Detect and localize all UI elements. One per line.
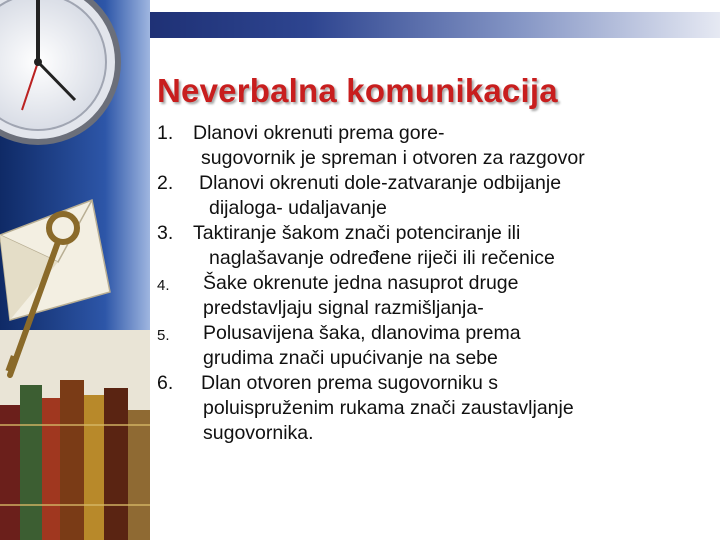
books-icon (0, 380, 150, 540)
list-item-line: Dlanovi okrenuti prema gore- (193, 122, 445, 144)
list-item-number: 5. (157, 327, 170, 344)
list-item-line: sugovornik je spreman i otvoren za razgovor (201, 147, 585, 169)
numbered-list (157, 121, 697, 446)
list-item-line: Polusavijena šaka, dlanovima prema (203, 322, 521, 344)
slide-title: Neverbalna komunikacija (157, 72, 558, 109)
header-band (135, 12, 720, 38)
list-item-line: dijaloga- udaljavanje (209, 197, 387, 219)
list-item (157, 271, 697, 321)
list-item (157, 121, 697, 171)
list-item-line: predstavljaju signal razmišljanja- (203, 297, 484, 319)
list-item (157, 171, 697, 221)
list-item-line: Šake okrenute jedna nasuprot druge (203, 272, 519, 294)
list-item-number: 6. (157, 372, 174, 394)
decor-strip (0, 0, 150, 540)
list-item (157, 221, 697, 271)
list-item-line: Dlan otvoren prema sugovorniku s (201, 372, 498, 394)
list-item-line: Dlanovi okrenuti dole-zatvaranje odbijanje (199, 172, 562, 194)
list-item-line: Taktiranje šakom znači potenciranje ili (193, 222, 521, 244)
list-item (157, 321, 697, 371)
list-item-line: naglašavanje određene riječi ili rečenice (209, 247, 555, 269)
list-item-line: poluispruženim rukama znači zaustavljanje (203, 397, 574, 419)
list-item-number: 3. (157, 222, 174, 244)
list-item-number: 2. (157, 172, 174, 194)
list-item-number: 4. (157, 277, 170, 294)
list-item-number: 1. (157, 122, 174, 144)
list-item-line: sugovornika. (203, 422, 314, 444)
list-item-line: grudima znači upućivanje na sebe (203, 347, 498, 369)
list-item (157, 371, 697, 446)
